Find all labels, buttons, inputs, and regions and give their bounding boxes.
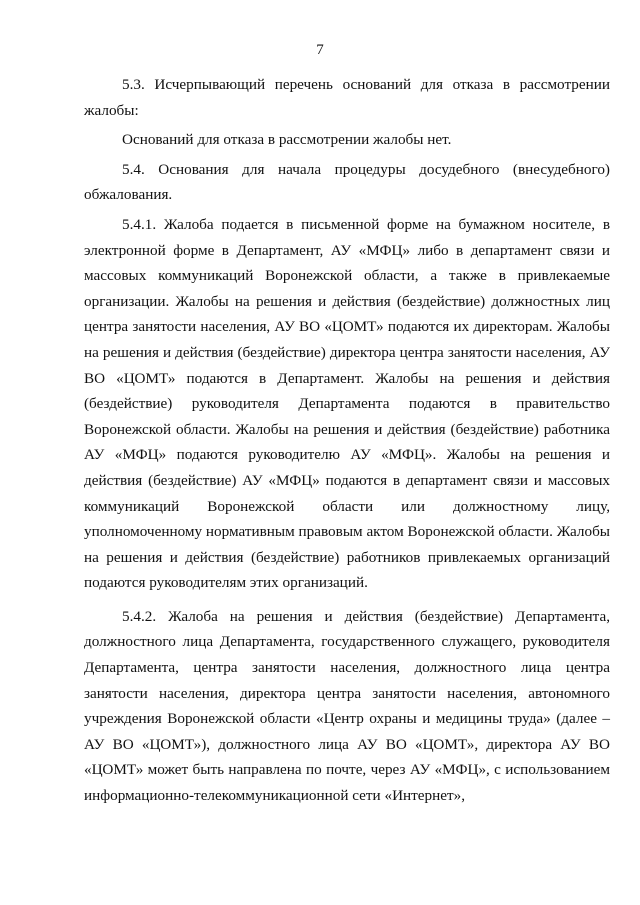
paragraph-5-3: 5.3. Исчерпывающий перечень оснований для отказа в рассмотрении жалобы: bbox=[84, 76, 610, 119]
paragraph-5-4-1: 5.4.1. Жалоба подается в письменной форме на бумажном носителе, в электронной форме в Департамент, АУ «МФЦ» либо в департамент связи и массовых коммуникаций Воронежской области, а также в привлекаемые организации. Жалобы на решения и действия (бездействие) должностных лиц центра занятости населения, АУ ВО «ЦОМТ» подаются их директорам. Жалобы на решения и действия (бездействие) директора центра занятости населения, АУ ВО «ЦОМТ» подаются в Департамент. Жалобы на решения и действия (бездействие) руководителя Департамента подаются в правительство Воронежской области. Жалобы на решения и действия (бездействие) работника АУ «МФЦ» подаются руководителю АУ «МФЦ». Жалобы на решения и действия (бездействие) АУ «МФЦ» подаются в департамент связи и массовых коммуникаций Воронежской области или должностному лицу, уполномоченному нормативным правовым актом Воронежской области. Жалобы на решения и действия (бездействие) работников привлекаемых организаций подаются руководителям этих организаций. bbox=[84, 215, 610, 592]
document-body bbox=[84, 72, 610, 809]
page-number: 7 bbox=[316, 42, 324, 58]
paragraph-5-4: 5.4. Основания для начала процедуры досудебного (внесудебного) обжалования. bbox=[84, 160, 610, 204]
paragraph-5-4-2: 5.4.2. Жалоба на решения и действия (бездействие) Департамента, должностного лица Департамента, государственного служащего, руководителя Департамента, центра занятости населения, должностного лица центра занятости населения, директора центра занятости населения, автономного учреждения Воронежской области «Центр охраны и медицины труда» (далее – АУ ВО «ЦОМТ»), должностного лица АУ ВО «ЦОМТ», директора АУ ВО «ЦОМТ» может быть направлена по почте, через АУ «МФЦ», с использованием информационно-телекоммуникационной сети «Интернет», bbox=[84, 607, 610, 805]
paragraph-no-grounds: Оснований для отказа в рассмотрении жалобы нет. bbox=[122, 131, 452, 149]
